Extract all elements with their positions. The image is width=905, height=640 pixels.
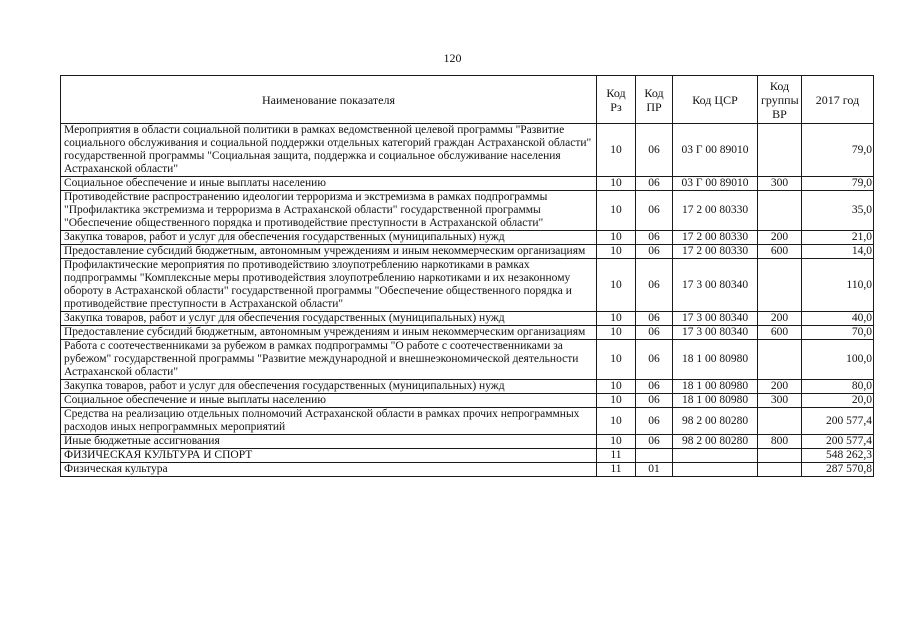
table-body (61, 124, 874, 477)
cell-pr: 06 (636, 259, 673, 312)
cell-sum: 14,0 (802, 245, 874, 259)
cell-csr: 18 1 00 80980 (673, 394, 758, 408)
cell-vr: 800 (758, 435, 802, 449)
cell-name: Профилактические мероприятия по противодействию злоупотреблению наркотиками в рамках подпрограммы "Комплексные меры противодействия злоупотреблению наркотиками и их незаконному обороту в Астраханской области" государственной программы "Обеспечение общественного порядка и противодействие преступности в Астраханской области" (61, 259, 597, 312)
table-row (61, 312, 874, 326)
cell-rz: 10 (597, 177, 636, 191)
header-pr-line2: ПР (646, 99, 662, 114)
cell-name: Средства на реализацию отдельных полномочий Астраханской области в рамках прочих непрограммных расходов иных непрограммных мероприятий (61, 408, 597, 435)
cell-pr: 06 (636, 312, 673, 326)
cell-vr: 200 (758, 312, 802, 326)
header-vr-line1: Код (769, 78, 790, 93)
cell-name: Предоставление субсидий бюджетным, автономным учреждениям и иным некоммерческим организациям (61, 245, 597, 259)
cell-sum: 79,0 (802, 124, 874, 177)
table-row (61, 191, 874, 231)
cell-pr: 06 (636, 340, 673, 380)
header-vr (758, 76, 802, 124)
cell-vr: 600 (758, 326, 802, 340)
cell-vr: 600 (758, 245, 802, 259)
cell-sum: 21,0 (802, 231, 874, 245)
cell-rz: 10 (597, 245, 636, 259)
cell-pr: 06 (636, 435, 673, 449)
cell-name: Предоставление субсидий бюджетным, автономным учреждениям и иным некоммерческим организациям (61, 326, 597, 340)
table-row (61, 408, 874, 435)
cell-csr: 17 3 00 80340 (673, 259, 758, 312)
cell-rz: 10 (597, 326, 636, 340)
cell-sum: 20,0 (802, 394, 874, 408)
header-vr-line3: ВР (772, 106, 787, 121)
cell-pr: 06 (636, 408, 673, 435)
cell-csr: 03 Г 00 89010 (673, 124, 758, 177)
cell-pr: 06 (636, 177, 673, 191)
cell-name: Социальное обеспечение и иные выплаты населению (61, 394, 597, 408)
table-row (61, 177, 874, 191)
cell-csr: 03 Г 00 89010 (673, 177, 758, 191)
cell-name: Противодействие распространению идеологии терроризма и экстремизма в рамках подпрограммы "Профилактика экстремизма и терроризма в Астраханской области" государственной программы "Обеспечение общественного порядка и противодействие преступности в Астраханской области" (61, 191, 597, 231)
cell-pr: 06 (636, 191, 673, 231)
cell-sum: 70,0 (802, 326, 874, 340)
cell-csr: 17 3 00 80340 (673, 326, 758, 340)
cell-rz: 10 (597, 191, 636, 231)
table-header-row (61, 76, 874, 124)
cell-vr (758, 463, 802, 477)
cell-sum: 80,0 (802, 380, 874, 394)
cell-sum: 35,0 (802, 191, 874, 231)
table-row (61, 245, 874, 259)
cell-rz: 10 (597, 259, 636, 312)
cell-csr: 17 3 00 80340 (673, 312, 758, 326)
cell-rz: 10 (597, 408, 636, 435)
header-name: Наименование показателя (61, 76, 597, 124)
cell-csr: 17 2 00 80330 (673, 245, 758, 259)
cell-csr: 17 2 00 80330 (673, 231, 758, 245)
table-row (61, 326, 874, 340)
cell-rz: 10 (597, 435, 636, 449)
header-csr: Код ЦСР (673, 76, 758, 124)
cell-vr: 200 (758, 380, 802, 394)
cell-rz: 10 (597, 124, 636, 177)
cell-csr: 98 2 00 80280 (673, 435, 758, 449)
budget-table-container (60, 75, 873, 477)
cell-sum: 200 577,4 (802, 435, 874, 449)
table-row (61, 449, 874, 463)
table-row (61, 380, 874, 394)
cell-pr: 06 (636, 394, 673, 408)
header-pr-line1: Код (644, 85, 664, 100)
table-row (61, 394, 874, 408)
cell-vr (758, 408, 802, 435)
cell-vr: 300 (758, 394, 802, 408)
cell-pr: 06 (636, 231, 673, 245)
cell-name: Работа с соотечественниками за рубежом в рамках подпрограммы "О работе с соотечественниками за рубежом" государственной программы "Развитие международной и внешнеэкономической деятельности Астраханской области" (61, 340, 597, 380)
cell-pr: 01 (636, 463, 673, 477)
cell-rz: 11 (597, 463, 636, 477)
table-row (61, 340, 874, 380)
cell-rz: 10 (597, 380, 636, 394)
cell-vr (758, 259, 802, 312)
cell-sum: 200 577,4 (802, 408, 874, 435)
cell-csr: 18 1 00 80980 (673, 340, 758, 380)
cell-csr: 98 2 00 80280 (673, 408, 758, 435)
cell-name: ФИЗИЧЕСКАЯ КУЛЬТУРА И СПОРТ (61, 449, 597, 463)
cell-sum: 110,0 (802, 259, 874, 312)
cell-name: Социальное обеспечение и иные выплаты населению (61, 177, 597, 191)
header-sum: 2017 год (802, 76, 874, 124)
cell-name: Закупка товаров, работ и услуг для обеспечения государственных (муниципальных) нужд (61, 312, 597, 326)
cell-rz: 10 (597, 340, 636, 380)
cell-csr (673, 463, 758, 477)
header-rz-line2: Рз (610, 99, 622, 114)
cell-csr: 18 1 00 80980 (673, 380, 758, 394)
cell-rz: 10 (597, 394, 636, 408)
cell-rz: 11 (597, 449, 636, 463)
cell-csr: 17 2 00 80330 (673, 191, 758, 231)
cell-name: Закупка товаров, работ и услуг для обеспечения государственных (муниципальных) нужд (61, 231, 597, 245)
cell-sum: 79,0 (802, 177, 874, 191)
cell-rz: 10 (597, 231, 636, 245)
cell-name: Физическая культура (61, 463, 597, 477)
table-row (61, 231, 874, 245)
cell-vr (758, 124, 802, 177)
header-vr-line2: группы (761, 92, 799, 107)
cell-vr (758, 449, 802, 463)
cell-vr (758, 340, 802, 380)
cell-name: Мероприятия в области социальной политики в рамках ведомственной целевой программы "Развитие социального обслуживания и социальной поддержки отдельных категорий граждан Астраханской области" государственной программы "Социальная защита, поддержка и социальное обслуживание населения Астраханской области" (61, 124, 597, 177)
cell-name: Закупка товаров, работ и услуг для обеспечения государственных (муниципальных) нужд (61, 380, 597, 394)
cell-sum: 40,0 (802, 312, 874, 326)
budget-table (60, 75, 874, 477)
cell-vr: 300 (758, 177, 802, 191)
cell-sum: 548 262,3 (802, 449, 874, 463)
cell-rz: 10 (597, 312, 636, 326)
table-row (61, 435, 874, 449)
cell-vr: 200 (758, 231, 802, 245)
cell-csr (673, 449, 758, 463)
cell-pr: 06 (636, 124, 673, 177)
cell-vr (758, 191, 802, 231)
cell-pr: 06 (636, 326, 673, 340)
table-row (61, 463, 874, 477)
header-rz-line1: Код (606, 85, 626, 100)
table-row (61, 124, 874, 177)
cell-sum: 100,0 (802, 340, 874, 380)
cell-name: Иные бюджетные ассигнования (61, 435, 597, 449)
header-pr (636, 76, 673, 124)
cell-sum: 287 570,8 (802, 463, 874, 477)
cell-pr: 06 (636, 245, 673, 259)
header-rz (597, 76, 636, 124)
cell-pr: 06 (636, 380, 673, 394)
page-number: 120 (443, 51, 462, 65)
cell-pr (636, 449, 673, 463)
table-row (61, 259, 874, 312)
